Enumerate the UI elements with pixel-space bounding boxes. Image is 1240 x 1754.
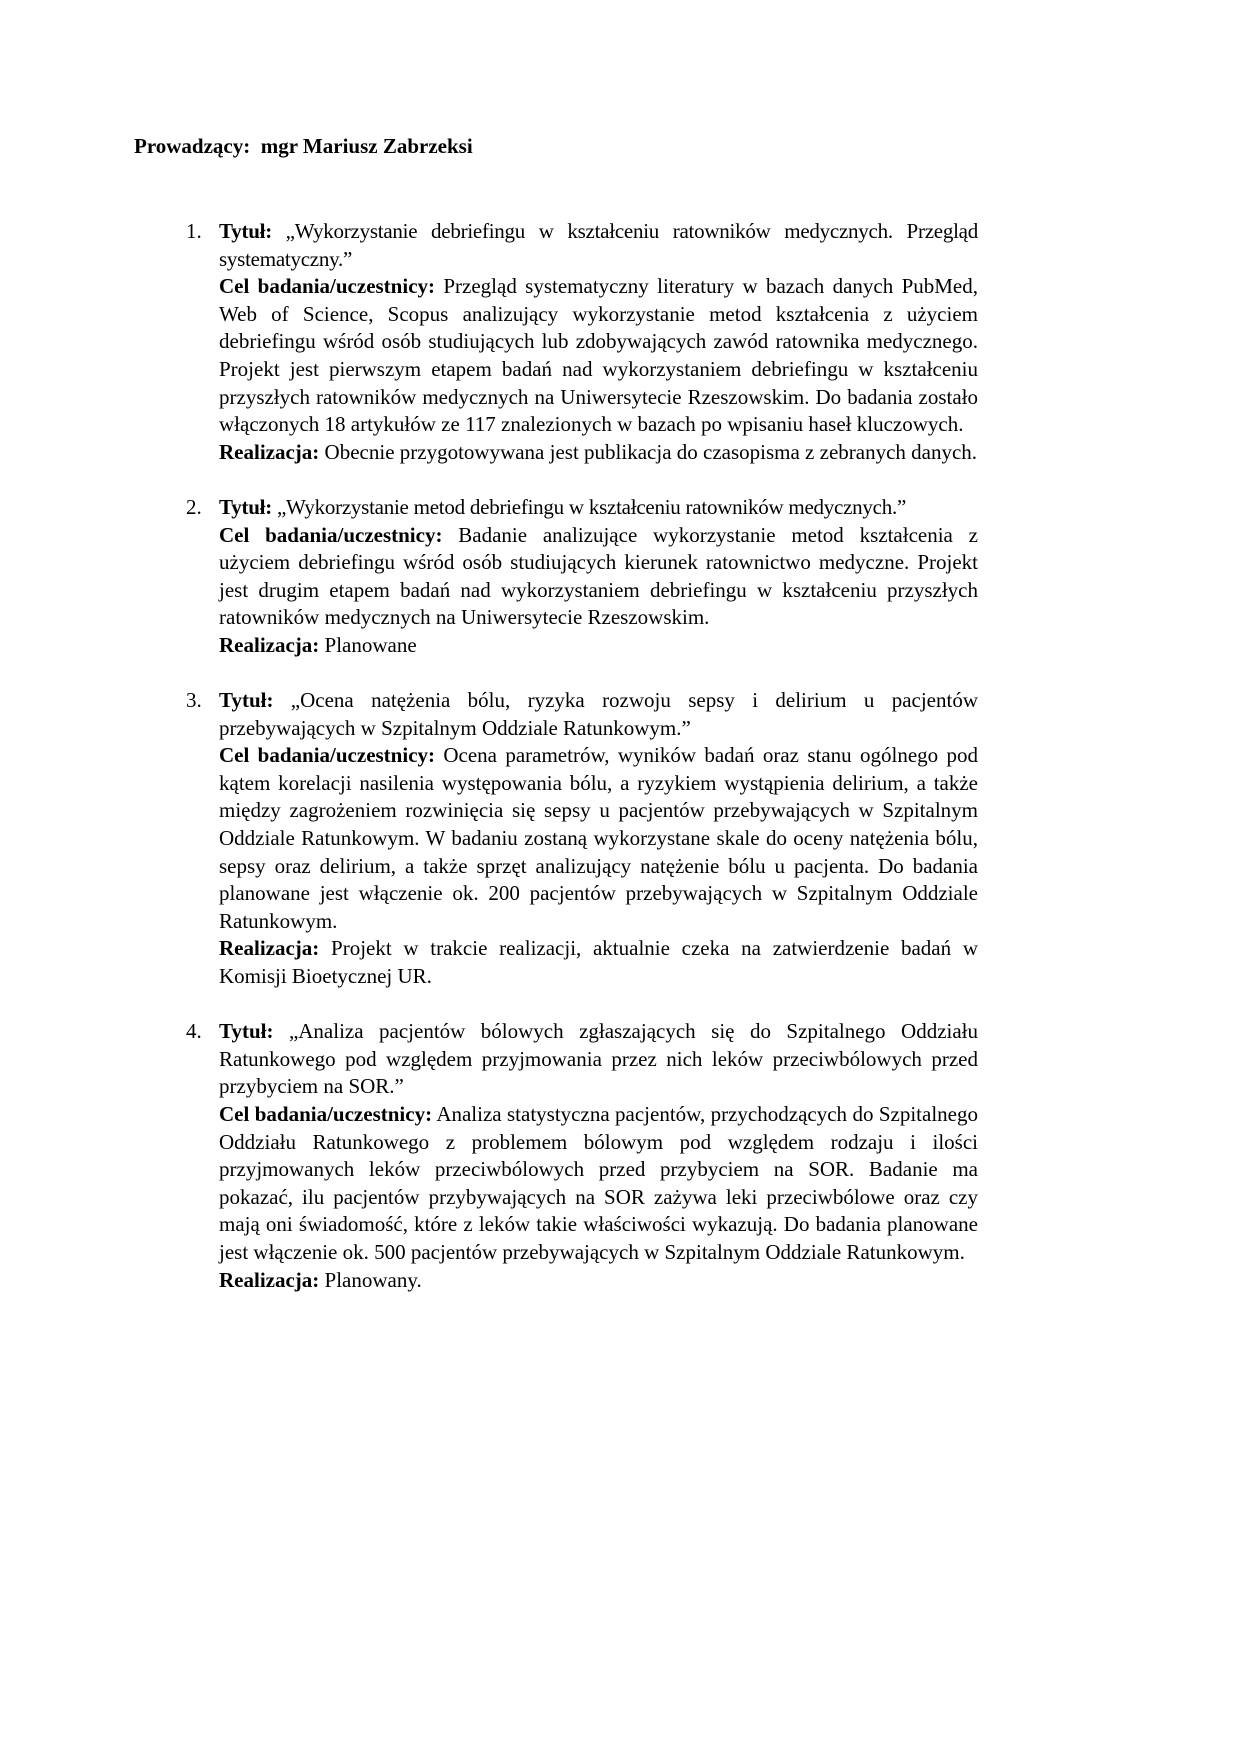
project-status-text: Projekt w trakcie realizacji, aktualnie czeka na zatwierdzenie badań w Komisji Bioetycznej UR.: [219, 936, 979, 989]
project-goal: [219, 1101, 978, 1267]
project-number: 3.: [186, 688, 202, 713]
project-status-text: Planowane: [324, 632, 417, 657]
project-status-text: Planowany.: [324, 1267, 422, 1292]
project-status: [219, 935, 978, 990]
status-label: Realizacja:: [219, 1267, 320, 1292]
goal-label: Cel badania/uczestnicy:: [219, 522, 443, 547]
goal-label: Cel badania/uczestnicy:: [219, 1102, 433, 1126]
project-goal-text: Ocena parametrów, wyników badań oraz stanu ogólnego pod kątem korelacji nasilenia występowania bólu, a ryzykiem wystąpienia delirium, a także między zagrożeniem rozwinięcia się sepsy u pacjentów przebywających w Szpitalnym Oddziale Ratunkowym. W badaniu zostaną wykorzystane skale do oceny natężenia bólu, sepsy oraz delirium, a także sprzęt analizujący natężenie bólu u pacjenta. Do badania planowane jest włączenie ok. 200 pacjentów przebywających w Szpitalnym Oddziale Ratunkowym.: [219, 743, 978, 933]
project-number: 2.: [186, 494, 202, 519]
project-title: [219, 687, 978, 742]
supervisor-label: Prowadzący:: [134, 134, 251, 158]
project-item: [186, 494, 978, 660]
title-label: Tytuł:: [219, 688, 274, 713]
project-title-text: „Ocena natężenia bólu, ryzyka rozwoju sepsy i delirium u pacjentów przebywających w Szpitalnym Oddziale Ratunkowym.”: [219, 688, 978, 740]
title-label: Tytuł:: [219, 1019, 274, 1044]
project-title: [219, 1018, 978, 1101]
project-goal: [219, 522, 978, 632]
project-goal: [219, 273, 978, 439]
project-title-text: „Wykorzystanie debriefingu w kształceniu ratowników medycznych. Przegląd systematyczny.”: [219, 219, 979, 271]
goal-label: Cel badania/uczestnicy:: [219, 274, 436, 299]
project-status: [219, 1267, 978, 1295]
project-title-text: „Analiza pacjentów bólowych zgłaszających się do Szpitalnego Oddziału Ratunkowego pod względem przyjmowania przez nich leków przeciwbólowych przed przybyciem na SOR.”: [219, 1019, 979, 1099]
project-goal-text: Przegląd systematyczny literatury w bazach danych PubMed, Web of Science, Scopus analizujący wykorzystanie metod kształcenia z użyciem debriefingu wśród osób studiujących lub zdobywających zawód ratownika medycznego. Projekt jest pierwszym etapem badań nad wykorzystaniem debriefingu w kształceniu przyszłych ratowników medycznych na Uniwersytecie Rzeszowskim. Do badania zostało włączonych 18 artykułów ze 117 znalezionych w bazach po wpisaniu haseł kluczowych.: [219, 274, 978, 437]
project-status-text: Obecnie przygotowywana jest publikacja do czasopisma z zebranych danych.: [324, 439, 978, 464]
supervisor-heading: [134, 132, 473, 160]
goal-label: Cel badania/uczestnicy:: [219, 743, 436, 768]
status-label: Realizacja:: [219, 439, 320, 464]
project-item: [186, 687, 978, 991]
project-number: 4.: [186, 1019, 202, 1044]
project-goal-text: Analiza statystyczna pacjentów, przychodzących do Szpitalnego Oddziału Ratunkowego z problemem bólowym pod względem rodzaju i ilości przyjmowanych leków przeciwbólowych przed przybyciem na SOR. Badanie ma pokazać, ilu pacjentów przybywających na SOR zażywa leki przeciwbólowe oraz czy mają oni świadomość, które z leków takie właściwości wykazują. Do badania planowane jest włączenie ok. 500 pacjentów przebywających w Szpitalnym Oddziale Ratunkowym.: [219, 1102, 978, 1264]
project-status: [219, 632, 978, 660]
project-goal: [219, 742, 978, 935]
project-number: 1.: [186, 219, 202, 243]
title-label: Tytuł:: [219, 494, 272, 519]
project-title: [219, 494, 978, 522]
project-item: [186, 1018, 978, 1294]
project-goal-text: Badanie analizujące wykorzystanie metod kształcenia z użyciem debriefingu wśród osób studiujących kierunek ratownictwo medyczne. Projekt jest drugim etapem badań nad wykorzystaniem debriefingu w kształceniu przyszłych ratowników medycznych na Uniwersytecie Rzeszowskim.: [219, 522, 978, 630]
project-item: [186, 218, 978, 466]
status-label: Realizacja:: [219, 936, 320, 961]
project-status: [219, 439, 978, 467]
project-list: [186, 218, 978, 1322]
status-label: Realizacja:: [219, 632, 320, 657]
project-title: [219, 218, 978, 273]
title-label: Tytuł:: [219, 219, 272, 243]
supervisor-name: mgr Mariusz Zabrzeksi: [260, 134, 473, 158]
project-title-text: „Wykorzystanie metod debriefingu w kształceniu ratowników medycznych.”: [276, 494, 907, 519]
